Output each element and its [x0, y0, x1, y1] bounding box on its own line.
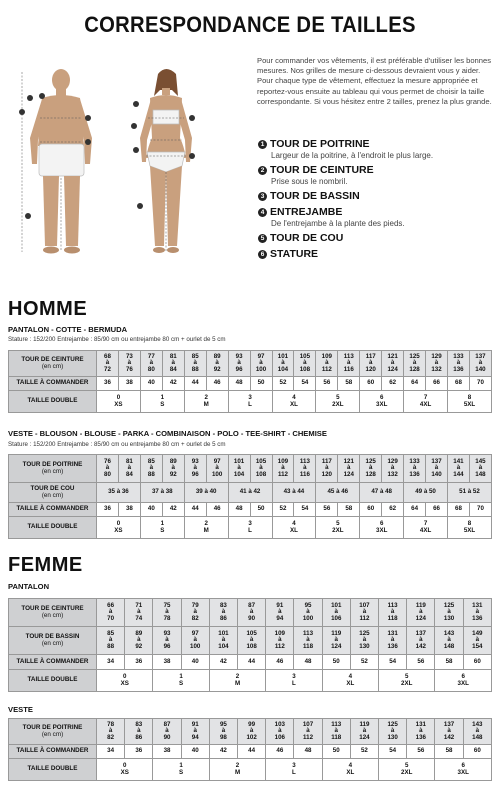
- row-header: [9, 759, 97, 781]
- row-header-unit: (en cm): [41, 639, 64, 647]
- measure-label: TOUR DE BASSIN: [270, 190, 360, 202]
- value-cell: 54: [379, 745, 407, 759]
- range-cell: 73 à 76: [118, 351, 140, 377]
- value-cell: 44: [184, 503, 206, 517]
- value-cell: 66: [426, 377, 448, 391]
- value-cell: 38: [118, 503, 140, 517]
- double-cell: 0 XS: [97, 517, 141, 539]
- range-cell: 109 à 112: [272, 455, 294, 483]
- row-header: [9, 599, 97, 627]
- table-row: [9, 455, 492, 483]
- double-cell: 5 2XL: [379, 670, 435, 692]
- subtitle-homme-veste: VESTE - BLOUSON - BLOUSE - PARKA - COMBINAISON - POLO - TEE-SHIRT - CHEMISE: [8, 429, 327, 438]
- double-cell: 4 XL: [272, 391, 316, 413]
- value-cell: 40: [181, 745, 209, 759]
- double-cell: 8 5XL: [448, 517, 492, 539]
- subtitle-femme-veste: VESTE: [8, 705, 33, 714]
- table-row: [9, 745, 492, 759]
- value-cell: 58: [435, 655, 463, 670]
- span-cell: 35 à 36: [97, 483, 141, 503]
- table-row: [9, 670, 492, 692]
- double-cell: 2 M: [209, 670, 265, 692]
- range-cell: 131 à 136: [407, 719, 435, 745]
- double-cell: 0 XS: [97, 391, 141, 413]
- table-row: [9, 391, 492, 413]
- value-cell: 56: [407, 745, 435, 759]
- row-header-label: TAILLE À COMMANDER: [16, 747, 89, 755]
- table-row: [9, 503, 492, 517]
- range-cell: 117 à 120: [360, 351, 382, 377]
- double-cell: 4 XL: [322, 759, 378, 781]
- range-cell: 129 à 132: [382, 455, 404, 483]
- value-cell: 38: [153, 655, 181, 670]
- range-cell: 68 à 72: [97, 351, 119, 377]
- value-cell: 64: [404, 377, 426, 391]
- range-cell: 113 à 116: [338, 351, 360, 377]
- range-cell: 81 à 84: [162, 351, 184, 377]
- range-cell: 137 à 142: [435, 719, 463, 745]
- range-cell: 101 à 106: [322, 599, 350, 627]
- range-cell: 109 à 112: [266, 627, 294, 655]
- value-cell: 56: [407, 655, 435, 670]
- value-cell: 50: [250, 377, 272, 391]
- value-cell: 48: [294, 655, 322, 670]
- row-header: [9, 455, 97, 483]
- row-header: [9, 517, 97, 539]
- value-cell: 62: [382, 377, 404, 391]
- double-cell: 0 XS: [97, 670, 153, 692]
- value-cell: 54: [379, 655, 407, 670]
- table-row: [9, 517, 492, 539]
- row-header: [9, 503, 97, 517]
- double-cell: 6 3XL: [360, 391, 404, 413]
- double-cell: 1 S: [153, 759, 209, 781]
- double-cell: 3 L: [228, 517, 272, 539]
- section-title-homme: HOMME: [8, 298, 88, 320]
- range-cell: 149 à 154: [463, 627, 491, 655]
- range-cell: 137 à 140: [469, 351, 491, 377]
- range-cell: 97 à 100: [250, 351, 272, 377]
- measure-item: [258, 138, 494, 160]
- double-cell: 3 L: [266, 759, 322, 781]
- value-cell: 56: [316, 377, 338, 391]
- value-cell: 58: [338, 503, 360, 517]
- value-cell: 50: [250, 503, 272, 517]
- range-cell: 143 à 148: [435, 627, 463, 655]
- man-figure: [12, 66, 112, 266]
- value-cell: 46: [206, 503, 228, 517]
- double-cell: 5 2XL: [379, 759, 435, 781]
- range-cell: 87 à 90: [153, 719, 181, 745]
- span-cell: 49 à 50: [404, 483, 448, 503]
- double-cell: 3 L: [266, 670, 322, 692]
- range-cell: 143 à 148: [463, 719, 491, 745]
- size-table-homme-pantalon: [8, 350, 492, 413]
- range-cell: 141 à 144: [448, 455, 470, 483]
- row-header-label: TOUR DE POITRINE: [22, 460, 83, 468]
- value-cell: 36: [97, 377, 119, 391]
- range-cell: 95 à 100: [294, 599, 322, 627]
- range-cell: 131 à 136: [463, 599, 491, 627]
- table-row: [9, 377, 492, 391]
- span-cell: 47 à 48: [360, 483, 404, 503]
- row-header-unit: (en cm): [41, 467, 64, 475]
- value-cell: 42: [209, 745, 237, 759]
- value-cell: 48: [228, 503, 250, 517]
- range-cell: 101 à 104: [209, 627, 237, 655]
- span-cell: 45 à 46: [316, 483, 360, 503]
- row-header-label: TAILLE DOUBLE: [27, 676, 78, 684]
- double-cell: 7 4XL: [404, 517, 448, 539]
- measure-list: [258, 138, 494, 264]
- row-header-label: TAILLE DOUBLE: [27, 523, 78, 531]
- range-cell: 97 à 100: [181, 627, 209, 655]
- measure-label: TOUR DE POITRINE: [270, 138, 370, 150]
- row-header-label: TOUR DE BASSIN: [25, 632, 80, 640]
- range-cell: 125 à 128: [360, 455, 382, 483]
- value-cell: 36: [125, 745, 153, 759]
- range-cell: 76 à 80: [97, 455, 119, 483]
- range-cell: 131 à 136: [379, 627, 407, 655]
- measure-desc: De l'entrejambe à la plante des pieds.: [271, 219, 405, 228]
- value-cell: 50: [322, 655, 350, 670]
- section-title-femme: FEMME: [8, 554, 83, 576]
- double-cell: 4 XL: [322, 670, 378, 692]
- range-cell: 101 à 104: [228, 455, 250, 483]
- value-cell: 56: [316, 503, 338, 517]
- range-cell: 105 à 108: [294, 351, 316, 377]
- value-cell: 52: [272, 377, 294, 391]
- measure-item: [258, 164, 494, 186]
- value-cell: 68: [448, 503, 470, 517]
- value-cell: 52: [272, 503, 294, 517]
- value-cell: 42: [162, 377, 184, 391]
- measure-label: ENTREJAMBE: [270, 206, 343, 218]
- row-header-label: TAILLE À COMMANDER: [16, 505, 89, 513]
- value-cell: 38: [153, 745, 181, 759]
- measure-item: [258, 248, 494, 260]
- range-cell: 93 à 96: [184, 455, 206, 483]
- double-cell: 3 L: [228, 391, 272, 413]
- value-cell: 40: [140, 377, 162, 391]
- range-cell: 83 à 86: [209, 599, 237, 627]
- value-cell: 44: [238, 655, 266, 670]
- table-row: [9, 655, 492, 670]
- range-cell: 137 à 140: [426, 455, 448, 483]
- value-cell: 48: [294, 745, 322, 759]
- measure-label: TOUR DE COU: [270, 232, 344, 244]
- size-table-femme-veste: [8, 718, 492, 781]
- row-header-label: TOUR DE COU: [30, 484, 75, 492]
- range-cell: 121 à 124: [382, 351, 404, 377]
- range-cell: 91 à 94: [266, 599, 294, 627]
- range-cell: 85 à 88: [97, 627, 125, 655]
- value-cell: 48: [228, 377, 250, 391]
- row-header-label: TAILLE DOUBLE: [27, 765, 78, 773]
- range-cell: 107 à 112: [294, 719, 322, 745]
- table-row: [9, 627, 492, 655]
- range-cell: 113 à 118: [294, 627, 322, 655]
- range-cell: 91 à 94: [181, 719, 209, 745]
- row-header-unit: (en cm): [41, 362, 64, 370]
- note-homme-veste: Stature : 152/200 Entrejambe : 85/90 cm ou entrejambe 80 cm + ourlet de 5 cm: [8, 441, 226, 448]
- range-cell: 125 à 130: [379, 719, 407, 745]
- row-header-unit: (en cm): [41, 611, 64, 619]
- double-cell: 2 M: [184, 517, 228, 539]
- row-header: [9, 627, 97, 655]
- range-cell: 85 à 88: [184, 351, 206, 377]
- row-header-label: TOUR DE CEINTURE: [21, 604, 84, 612]
- range-cell: 119 à 124: [407, 599, 435, 627]
- number-badge-icon: 3: [258, 192, 267, 201]
- row-header-unit: (en cm): [41, 491, 64, 499]
- row-header-unit: (en cm): [41, 730, 64, 738]
- note-homme-pantalon: Stature : 152/200 Entrejambe : 85/90 cm ou entrejambe 80 cm + ourlet de 5 cm: [8, 336, 226, 343]
- span-cell: 43 à 44: [272, 483, 316, 503]
- range-cell: 87 à 90: [238, 599, 266, 627]
- measure-item: [258, 190, 494, 202]
- intro-text: Pour commander vos vêtements, il est préférable d'utiliser les bonnes mesures. Nos grilles de mesure ci-dessous devraient vous y aider. Pour chaque type de vêtement, effectuez la mesure appropriée et reportez-vous ensuite au tableau qui vous permet de choisir la taille correspondante. Si vous hésitez entre 2 tailles, prenez la plus grande.: [257, 56, 492, 106]
- range-cell: 78 à 82: [97, 719, 125, 745]
- value-cell: 60: [463, 655, 491, 670]
- value-cell: 46: [206, 377, 228, 391]
- value-cell: 44: [238, 745, 266, 759]
- range-cell: 99 à 102: [238, 719, 266, 745]
- subtitle-homme-pantalon: PANTALON - COTTE - BERMUDA: [8, 325, 128, 334]
- range-cell: 125 à 128: [404, 351, 426, 377]
- value-cell: 40: [140, 503, 162, 517]
- value-cell: 60: [360, 503, 382, 517]
- range-cell: 137 à 142: [407, 627, 435, 655]
- value-cell: 36: [125, 655, 153, 670]
- range-cell: 129 à 132: [426, 351, 448, 377]
- range-cell: 113 à 116: [294, 455, 316, 483]
- table-row: [9, 351, 492, 377]
- range-cell: 89 à 92: [162, 455, 184, 483]
- double-cell: 5 2XL: [316, 517, 360, 539]
- range-cell: 71 à 74: [125, 599, 153, 627]
- row-header: [9, 655, 97, 670]
- double-cell: 1 S: [153, 670, 209, 692]
- range-cell: 66 à 70: [97, 599, 125, 627]
- row-header-label: TAILLE DOUBLE: [27, 397, 78, 405]
- measure-label: STATURE: [270, 248, 319, 260]
- woman-figure: [122, 66, 212, 266]
- range-cell: 89 à 92: [125, 627, 153, 655]
- span-cell: 41 à 42: [228, 483, 272, 503]
- measure-item: [258, 232, 494, 244]
- value-cell: 34: [97, 745, 125, 759]
- row-header: [9, 377, 97, 391]
- range-cell: 125 à 130: [350, 627, 378, 655]
- row-header: [9, 483, 97, 503]
- value-cell: 68: [448, 377, 470, 391]
- page-title: CORRESPONDANCE DE TAILLES: [84, 12, 416, 37]
- double-cell: 6 3XL: [435, 759, 492, 781]
- row-header: [9, 719, 97, 745]
- value-cell: 40: [181, 655, 209, 670]
- number-badge-icon: 4: [258, 208, 267, 217]
- range-cell: 85 à 88: [140, 455, 162, 483]
- value-cell: 52: [350, 655, 378, 670]
- value-cell: 70: [469, 377, 491, 391]
- value-cell: 60: [360, 377, 382, 391]
- size-table-homme-veste: [8, 454, 492, 539]
- double-cell: 2 M: [209, 759, 265, 781]
- range-cell: 77 à 80: [140, 351, 162, 377]
- table-row: [9, 483, 492, 503]
- range-cell: 145 à 148: [469, 455, 491, 483]
- row-header-label: TAILLE À COMMANDER: [16, 657, 89, 665]
- value-cell: 42: [209, 655, 237, 670]
- range-cell: 133 à 136: [448, 351, 470, 377]
- value-cell: 64: [404, 503, 426, 517]
- range-cell: 113 à 118: [322, 719, 350, 745]
- double-cell: 6 3XL: [435, 670, 492, 692]
- range-cell: 107 à 112: [350, 599, 378, 627]
- value-cell: 46: [266, 745, 294, 759]
- range-cell: 79 à 82: [181, 599, 209, 627]
- range-cell: 81 à 84: [118, 455, 140, 483]
- double-cell: 2 M: [184, 391, 228, 413]
- range-cell: 97 à 100: [206, 455, 228, 483]
- double-cell: 5 2XL: [316, 391, 360, 413]
- value-cell: 62: [382, 503, 404, 517]
- double-cell: 7 4XL: [404, 391, 448, 413]
- value-cell: 34: [97, 655, 125, 670]
- range-cell: 119 à 124: [322, 627, 350, 655]
- value-cell: 36: [97, 503, 119, 517]
- range-cell: 89 à 92: [206, 351, 228, 377]
- span-cell: 37 à 38: [140, 483, 184, 503]
- row-header-label: TOUR DE POITRINE: [22, 723, 83, 731]
- double-cell: 8 5XL: [448, 391, 492, 413]
- row-header-label: TAILLE À COMMANDER: [16, 379, 89, 387]
- number-badge-icon: 5: [258, 234, 267, 243]
- value-cell: 60: [463, 745, 491, 759]
- measure-desc: Largeur de la poitrine, à l'endroit le plus large.: [271, 151, 434, 160]
- value-cell: 50: [322, 745, 350, 759]
- row-header-label: TOUR DE CEINTURE: [21, 355, 84, 363]
- range-cell: 113 à 118: [379, 599, 407, 627]
- row-header: [9, 670, 97, 692]
- value-cell: 58: [338, 377, 360, 391]
- range-cell: 95 à 98: [209, 719, 237, 745]
- range-cell: 93 à 96: [228, 351, 250, 377]
- number-badge-icon: 2: [258, 166, 267, 175]
- value-cell: 44: [184, 377, 206, 391]
- span-cell: 51 à 52: [448, 483, 492, 503]
- number-badge-icon: 1: [258, 140, 267, 149]
- range-cell: 119 à 124: [350, 719, 378, 745]
- range-cell: 121 à 124: [338, 455, 360, 483]
- range-cell: 83 à 86: [125, 719, 153, 745]
- measure-label: TOUR DE CEINTURE: [270, 164, 374, 176]
- number-badge-icon: 6: [258, 250, 267, 259]
- table-row: [9, 599, 492, 627]
- subtitle-femme-pantalon: PANTALON: [8, 582, 50, 591]
- value-cell: 52: [350, 745, 378, 759]
- row-header: [9, 391, 97, 413]
- range-cell: 101 à 104: [272, 351, 294, 377]
- range-cell: 105 à 108: [238, 627, 266, 655]
- value-cell: 46: [266, 655, 294, 670]
- value-cell: 38: [118, 377, 140, 391]
- value-cell: 66: [426, 503, 448, 517]
- row-header: [9, 745, 97, 759]
- table-row: [9, 719, 492, 745]
- size-table-femme-pantalon: [8, 598, 492, 692]
- range-cell: 75 à 78: [153, 599, 181, 627]
- span-cell: 39 à 40: [184, 483, 228, 503]
- range-cell: 105 à 108: [250, 455, 272, 483]
- measure-item: [258, 206, 494, 228]
- double-cell: 1 S: [140, 391, 184, 413]
- range-cell: 117 à 120: [316, 455, 338, 483]
- value-cell: 58: [435, 745, 463, 759]
- measure-desc: Prise sous le nombril.: [271, 177, 348, 186]
- range-cell: 125 à 130: [435, 599, 463, 627]
- range-cell: 109 à 112: [316, 351, 338, 377]
- value-cell: 70: [469, 503, 491, 517]
- value-cell: 42: [162, 503, 184, 517]
- double-cell: 6 3XL: [360, 517, 404, 539]
- range-cell: 133 à 136: [404, 455, 426, 483]
- table-row: [9, 759, 492, 781]
- value-cell: 54: [294, 377, 316, 391]
- row-header: [9, 351, 97, 377]
- double-cell: 4 XL: [272, 517, 316, 539]
- value-cell: 54: [294, 503, 316, 517]
- double-cell: 1 S: [140, 517, 184, 539]
- range-cell: 93 à 96: [153, 627, 181, 655]
- double-cell: 0 XS: [97, 759, 153, 781]
- range-cell: 103 à 106: [266, 719, 294, 745]
